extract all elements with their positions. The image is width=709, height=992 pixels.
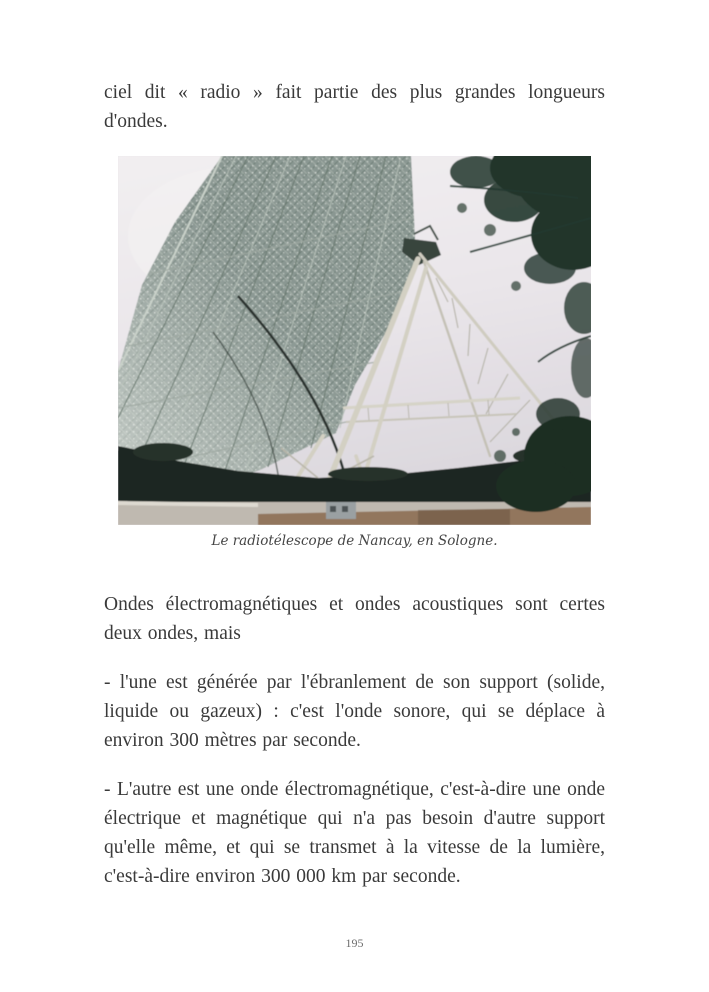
paragraph-ondes: Ondes électromagnétiques et ondes acoustiques sont certes deux ondes, mais [104,594,605,644]
paragraph-onde-sonore: - l'une est générée par l'ébranlement de son support (solide, liquide ou gazeux) : c'est l'onde sonore, qui se déplace à environ 300 mètres par seconde. [104,672,605,751]
paragraph-intro: ciel dit « radio » fait partie des plus grandes longueurs d'ondes. [104,82,605,132]
paragraph-onde-electromagnetique: - L'autre est une onde électromagnétique, c'est-à-dire une onde électrique et magnétique qui n'a pas besoin d'autre support qu'elle même, et qui se transmet à la vitesse de la lumière, c'est-à-dire environ 300 000 km par seconde. [104,779,605,887]
photo-caption: Le radiotélescope de Nancay, en Sologne. [211,533,498,549]
radio-telescope-illustration [118,156,591,525]
figure-radio-telescope [118,156,591,550]
radio-telescope-photo [118,156,591,525]
page-number: 195 [345,936,364,950]
text-column [104,0,605,891]
